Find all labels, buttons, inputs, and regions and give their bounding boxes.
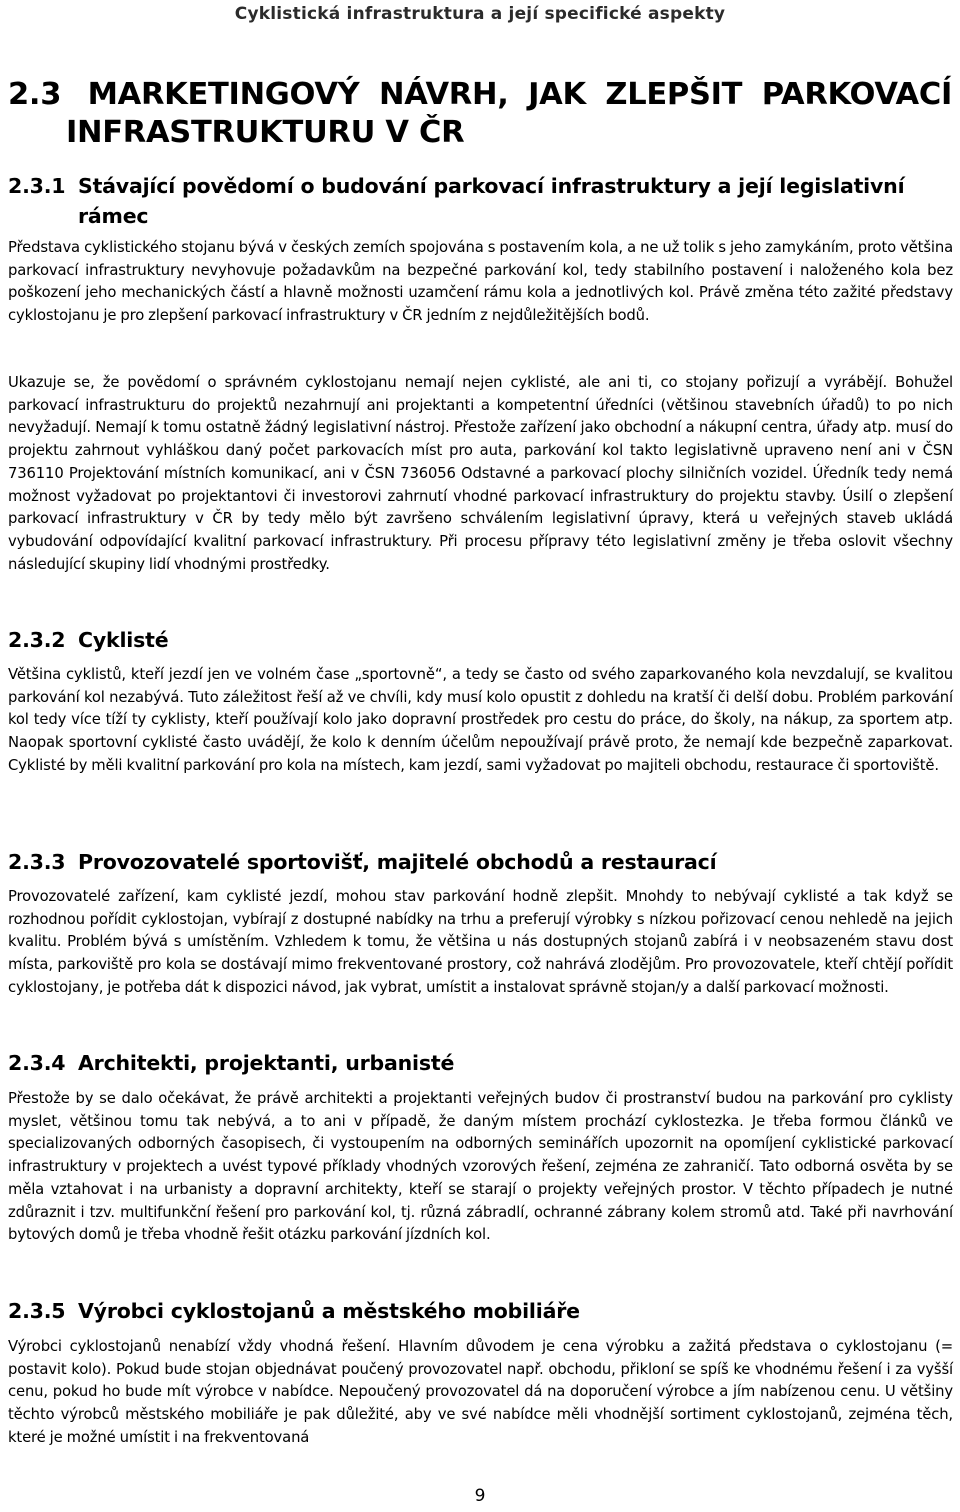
subsection-heading-2-3-1 bbox=[8, 171, 952, 231]
subsection-title: Architekti, projektanti, urbanisté bbox=[78, 1051, 455, 1075]
subsection-number: 2.3.4 bbox=[8, 1051, 66, 1075]
subsection-number: 2.3.2 bbox=[8, 628, 66, 652]
section-heading bbox=[8, 76, 952, 152]
paragraph: Většina cyklistů, kteří jezdí jen ve volném čase „sportovně“, a tedy se často od svého zaparkovaného kola nevzdalují, se kvalitou parkování kol nezabývá. Tuto záležitost řeší až ve chvíli, kdy musí kolo opustit z dohledu na kratší či delší dobu. Problém parkování kol tedy více tíží ty cyklisty, kteří používají kolo jako dopravní prostředek pro cestu do práce, do školy, na nákup, za sportem atp. Naopak sportovní cyklisté často uvádějí, že kolo k denním účelům nepoužívají právě proto, že nemají kde bezpečně zaparkovat. Cyklisté by měli kvalitní parkování pro kola na místech, kam jezdí, sami vyžadovat po majiteli obchodu, restaurace či sportoviště. bbox=[8, 666, 953, 774]
paragraph: Přestože by se dalo očekávat, že právě architekti a projektanti veřejných budov či prostranství budou na parkování pro cyklisty myslet, většinou tomu tak nebývá, a to ani v případě, že daným místem prochází cyklostezka. Je třeba formou článků ve specializovaných odborných časopisech, či vystoupením na odborných seminářích upozornit na opomíjení cyklistické parkovací infrastruktury v projektech a uvést typové příklady vhodných vzorových řešení, zejména ze zahraničí. Tato odborná osvěta by se měla vztahovat i na urbanisty a dopravní architekty, kteří se starají o projekty veřejných prostor. V těchto případech je nutné zdůraznit i tzv. multifunkční řešení pro parkování kol, tj. různá zábradlí, ochranné zábrany kolem stromů atd. Také při navrhování bytových domů je třeba vhodně řešit otázku parkování jízdních kol. bbox=[8, 1090, 953, 1244]
subsection-heading-2-3-5 bbox=[8, 1296, 952, 1326]
running-header: Cyklistická infrastruktura a její specifické aspekty bbox=[234, 4, 726, 24]
section-number: 2.3 bbox=[8, 77, 62, 112]
subsection-number: 2.3.3 bbox=[8, 850, 66, 874]
paragraph: Provozovatelé zařízení, kam cyklisté jezdí, mohou stav parkování hodně zlepšit. Mnohdy to nebývají cyklisté a tak když se rozhodnou pořídit cyklostojan, vybírají z dostupné nabídky na trhu a preferují výrobky s nízkou pořizovací cenou nehledě na jejich kvalitu. Problém bývá s umístěním. Vzhledem k tomu, že většina u nás dostupných stojanů zabírá i v neobsazeném stavu dost místa, parkoviště pro kola se dostávají mimo frekventované prostory, což nahrává zlodějům. Pro provozovatele, kteří chtějí pořídit cyklostojany, je potřeba dát k dispozici návod, jak vybrat, umístit a instalovat správně stojan/y a další parkovací možnosti. bbox=[8, 888, 953, 996]
paragraph: Ukazuje se, že povědomí o správném cyklostojanu nemají nejen cyklisté, ale ani ti, co stojany pořizují a vyrábějí. Bohužel parkovací infrastrukturu do projektů nezahrnují ani projektanti a kompetentní úředníci (většinou stavebních úřadů) to po nich nevyžadují. Nemají k tomu ostatně žádný legislativní nástroj. Přestože zařízení jako obchodní a nákupní centra, úřady atp. musí do projektu zahrnout vyhláškou daný počet parkovacích míst pro auta, parkování kol takto legislativně upraveno není ani v ČSN 736110 Projektování místních komunikací, ani v ČSN 736056 Odstavné a parkovací plochy silničních vozidel. Úředník tedy nemá možnost vyžadovat po projektantovi či investorovi zahrnutí vhodné parkovací infrastruktury do projektu stavby. Úsilí o zlepšení parkovací infrastruktury v ČR by tedy mělo být završeno schválením legislativní úpravy, která u veřejných staveb ukládá vybudování odpovídající kvalitní parkovací infrastruktury. Při procesu přípravy této legislativní změny je třeba oslovit všechny následující skupiny lidí vhodnými prostředky. bbox=[8, 374, 953, 573]
subsection-title: Provozovatelé sportovišť, majitelé obchodů a restaurací bbox=[78, 850, 717, 874]
subsection-heading-2-3-3 bbox=[8, 847, 952, 877]
section-heading-line-2: INFRASTRUKTURU V ČR bbox=[66, 115, 465, 150]
paragraph: Představa cyklistického stojanu bývá v českých zemích spojována s postavením kola, a ne už tolik s jeho zamykáním, proto většina parkovací infrastruktury nevyhovuje požadavkům na bezpečné parkování kol, tedy stabilního postavení i naloženého kola bez poškození jeho mechanických částí a hlavně možnosti uzamčení rámu kola a jednotlivých kol. Právě změna této zažité představy cyklostojanu je pro zlepšení parkovací infrastruktury v ČR jedním z nejdůležitějších bodů. bbox=[8, 239, 953, 325]
subsection-title: Stávající povědomí o budování parkovací infrastruktury a její legislativní bbox=[78, 174, 905, 198]
subsection-title: Výrobci cyklostojanů a městského mobiliáře bbox=[78, 1299, 580, 1323]
section-heading-line-1 bbox=[8, 76, 952, 114]
heading-word: NÁVRH, bbox=[379, 77, 509, 112]
heading-word: JAK bbox=[528, 77, 586, 112]
heading-word: ZLEPŠIT bbox=[605, 77, 743, 112]
subsection-number: 2.3.5 bbox=[8, 1299, 66, 1323]
paragraph: Výrobci cyklostojanů nenabízí vždy vhodná řešení. Hlavním důvodem je cena výrobku a zažitá představa o cyklostojanu (= postavit kolo). Pokud bude stojan objednávat poučený provozovatel např. obchodu, přikloní se spíš ke vhodnému řešení i za vyšší cenu, pokud ho bude mít výrobce v nabídce. Nepoučený provozovatel dá na doporučení výrobce a jím nabízenou cenu. U většiny těchto výrobců městského mobiliáře je pak důležité, aby ve své nabídce měli vhodnější sortiment cyklostojanů, zejména těch, které je možné umístit i na frekventovaná bbox=[8, 1338, 953, 1446]
subsection-title-continuation: rámec bbox=[78, 204, 149, 228]
subsection-number: 2.3.1 bbox=[8, 174, 66, 198]
heading-word: PARKOVACÍ bbox=[761, 77, 952, 112]
subsection-heading-2-3-4 bbox=[8, 1048, 952, 1078]
subsection-heading-2-3-2 bbox=[8, 625, 952, 655]
subsection-title: Cyklisté bbox=[78, 628, 169, 652]
heading-word: MARKETINGOVÝ bbox=[87, 77, 360, 112]
page-number: 9 bbox=[474, 1486, 486, 1506]
